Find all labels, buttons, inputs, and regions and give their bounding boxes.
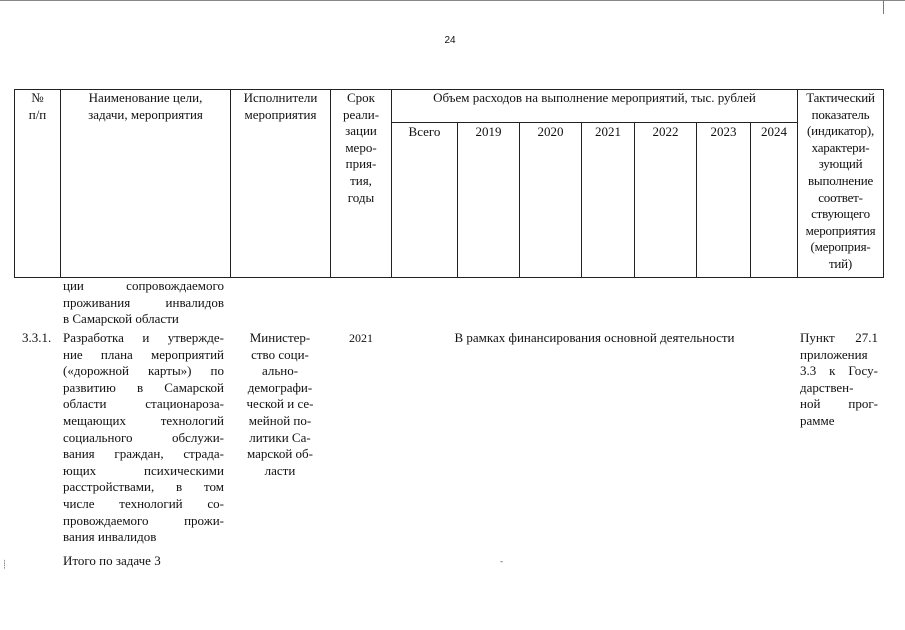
- row-executor-line: ласти: [264, 462, 296, 478]
- row-indicator-line: дарствен-: [800, 379, 854, 395]
- header-cost-group: Объем расходов на выполнение мероприятий, тыс. рублей: [433, 90, 756, 105]
- header-number-line: №: [31, 90, 44, 105]
- row-term: 2021: [349, 331, 373, 345]
- row-executor-line: марской об-: [247, 446, 313, 462]
- header-executors-line: мероприятия: [244, 106, 317, 122]
- page-number: 24: [444, 35, 456, 46]
- carryover-line: в Самарской области: [63, 311, 179, 327]
- header-year-2019: 2019: [475, 124, 502, 139]
- header-term-line: тия,: [350, 172, 372, 188]
- row-name-line: числе технологий со-: [63, 495, 224, 511]
- scan-speck: -: [500, 556, 503, 566]
- row-name-line: вания граждан, страда-: [63, 446, 224, 462]
- row-indicator-line: 3.3 к Госу-: [800, 363, 878, 379]
- header-name: [61, 90, 230, 123]
- header-cost-total: Всего: [408, 124, 441, 139]
- header-number: [15, 90, 60, 123]
- header-year-2021: 2021: [595, 124, 621, 139]
- row-name-line: мещающих технологий: [63, 412, 224, 428]
- header-term-line: прия-: [345, 156, 377, 172]
- row-name-line: развитию в Самарской: [63, 379, 224, 395]
- row-name-line: области стационароза-: [63, 396, 224, 412]
- row-number: 3.3.1.: [22, 330, 52, 345]
- row-executor-line: демографи-: [247, 379, 313, 395]
- row-indicator-line: рамме: [800, 412, 835, 428]
- row-executor-line: мейной по-: [248, 412, 312, 428]
- header-term-line: годы: [347, 189, 375, 205]
- row-funding: В рамках финансирования основной деятельности: [454, 330, 735, 345]
- row-name-line: ние плана мероприятий: [63, 346, 224, 362]
- row-name-line: вания инвалидов: [63, 529, 157, 545]
- header-term-line: реали-: [342, 106, 380, 122]
- header-year-2023: 2023: [710, 124, 737, 139]
- row-executor: [232, 330, 328, 479]
- row-indicator-line: ной прог-: [800, 396, 878, 412]
- row-executor-line: ческой и се-: [246, 396, 314, 412]
- header-name-line: задачи, мероприятия: [88, 106, 203, 122]
- header-term-line: меро-: [345, 139, 377, 155]
- row-name-line: («дорожной карты») по: [63, 363, 224, 379]
- header-indicator-line: показатель: [811, 106, 870, 122]
- scan-speck: ┊: [2, 560, 7, 569]
- carryover-line: ции сопровождаемого: [63, 278, 224, 293]
- header-year-2022: 2022: [652, 124, 679, 139]
- row-name-line: Разработка и утвержде-: [63, 330, 224, 345]
- header-number-line: п/п: [28, 106, 47, 122]
- row-name-line: ющих психическими: [63, 462, 224, 478]
- header-indicator-line: мероприятия: [805, 222, 876, 238]
- carryover-text: [63, 278, 224, 328]
- row-name-line: социального обслужи-: [63, 429, 224, 445]
- header-indicator: [797, 90, 884, 273]
- header-indicator-line: характери-: [811, 139, 870, 155]
- header-indicator-line: тий): [828, 255, 853, 271]
- total-label: Итого по задаче 3: [63, 553, 161, 568]
- row-indicator-line: приложения: [800, 346, 868, 362]
- header-indicator-line: Тактический: [806, 90, 875, 105]
- row-indicator-line: Пункт 27.1: [800, 330, 878, 345]
- header-year-2020: 2020: [537, 124, 564, 139]
- header-indicator-line: зующий: [818, 156, 863, 172]
- row-name-line: расстройствами, в том: [63, 479, 224, 495]
- row-name-line: провождаемого прожи-: [63, 512, 224, 528]
- header-term: [331, 90, 391, 206]
- header-indicator-line: выполнение: [807, 172, 874, 188]
- header-indicator-line: ствующего: [811, 206, 870, 222]
- header-term-line: зации: [345, 123, 377, 139]
- row-executor-line: ство соци-: [251, 346, 309, 362]
- carryover-line: проживания инвалидов: [63, 294, 224, 310]
- header-year-2024: 2024: [761, 124, 787, 139]
- header-term-line: Срок: [347, 90, 375, 105]
- row-name: [63, 330, 224, 546]
- row-indicator: [800, 330, 878, 430]
- row-executor-line: ально-: [261, 363, 299, 379]
- header-executors: [231, 90, 330, 123]
- row-executor-line: литики Са-: [249, 429, 311, 445]
- row-executor-line: Министер-: [249, 330, 311, 345]
- header-name-line: Наименование цели,: [88, 90, 203, 105]
- header-indicator-line: (индикатор),: [806, 123, 875, 139]
- header-executors-line: Исполнители: [243, 90, 318, 105]
- header-indicator-line: (мероприя-: [810, 239, 871, 255]
- header-indicator-line: соответ-: [818, 189, 863, 205]
